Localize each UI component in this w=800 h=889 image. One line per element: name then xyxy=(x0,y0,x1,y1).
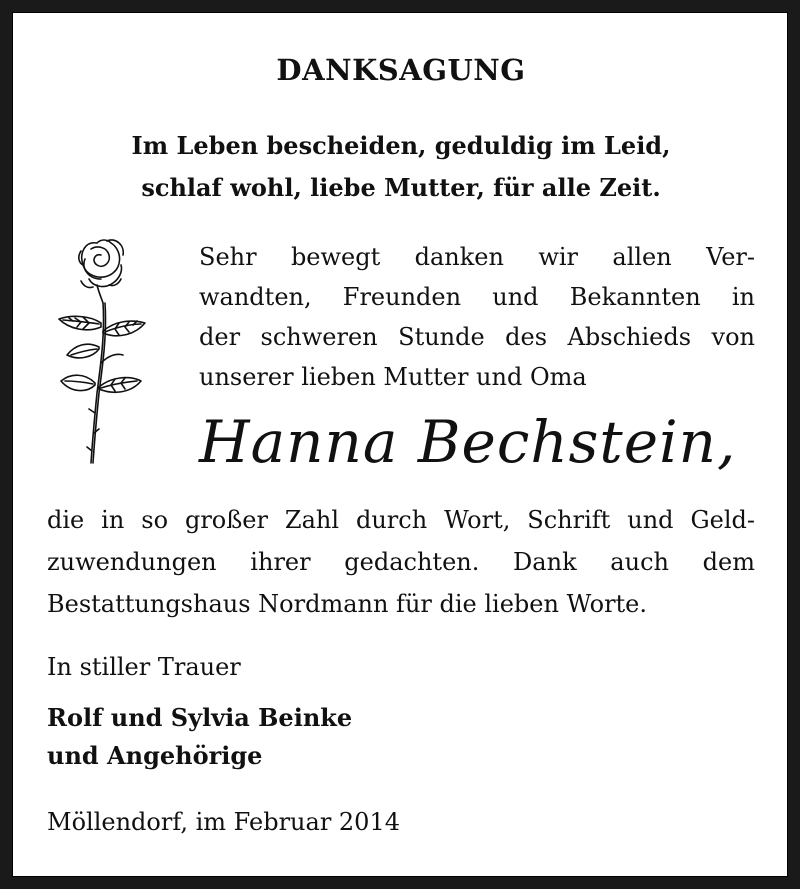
intro-line-3: der schweren Stunde des Abschieds von xyxy=(199,323,755,351)
closing-text: In stiller Trauer xyxy=(47,653,241,681)
place-date: Möllendorf, im Februar 2014 xyxy=(47,808,400,836)
signatory-line-2: und Angehörige xyxy=(47,741,263,770)
intro-text xyxy=(199,237,755,397)
deceased-name: Hanna Bechstein, xyxy=(199,408,737,476)
notice-title: DANKSAGUNG xyxy=(276,53,526,87)
signatories xyxy=(47,699,352,775)
signatory-line-1: Rolf und Sylvia Beinke xyxy=(47,703,353,732)
verse-line-1: Im Leben bescheiden, geduldig im Leid, xyxy=(131,131,671,160)
intro-line-4: unserer lieben Mutter und Oma xyxy=(199,363,587,391)
body-line-2: zuwendungen ihrer gedachten. Dank auch dem xyxy=(47,548,755,576)
body-line-3: Bestattungshaus Nordmann für die lieben Worte. xyxy=(47,590,648,618)
obituary-notice xyxy=(12,12,788,877)
verse xyxy=(13,125,789,209)
rose-icon xyxy=(45,223,157,468)
body-text xyxy=(47,499,755,625)
body-line-1: die in so großer Zahl durch Wort, Schrift und Geld- xyxy=(47,506,755,534)
intro-line-2: wandten, Freunden und Bekannten in xyxy=(199,283,755,311)
verse-line-2: schlaf wohl, liebe Mutter, für alle Zeit. xyxy=(141,173,661,202)
intro-line-1: Sehr bewegt danken wir allen Ver- xyxy=(199,243,755,271)
